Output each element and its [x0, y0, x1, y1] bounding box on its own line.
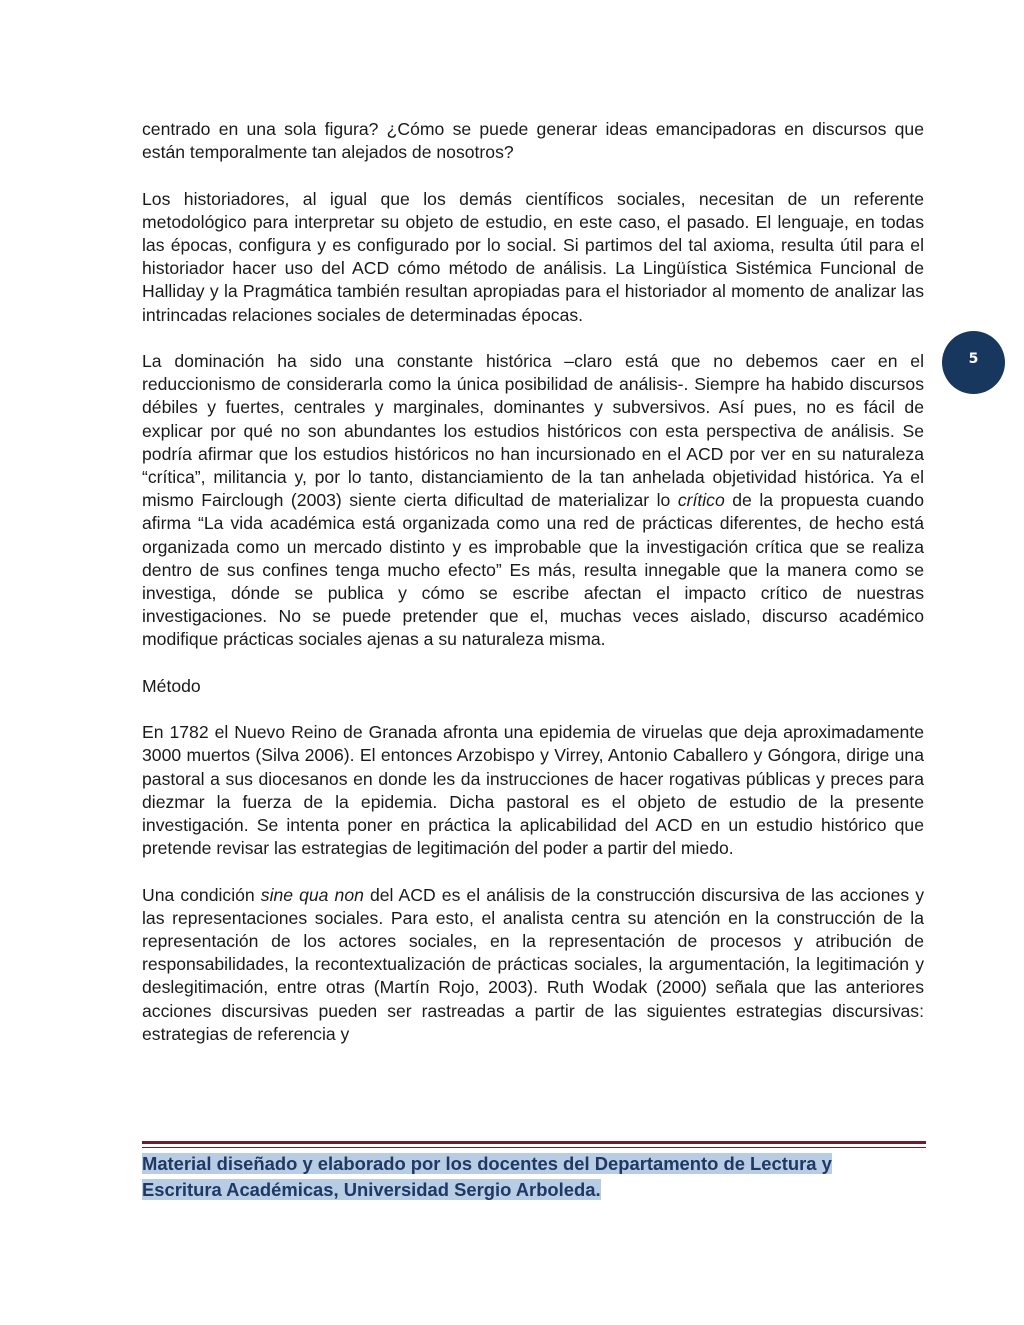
- body-text: [142, 118, 924, 1046]
- footer-note: [142, 1151, 932, 1203]
- section-heading: Método: [142, 675, 201, 696]
- paragraph-3-italic: crítico: [677, 490, 725, 511]
- paragraph-3: [142, 350, 924, 652]
- footer-line-2: Escritura Académicas, Universidad Sergio Arboleda.: [142, 1179, 601, 1200]
- footer-line-1: Material diseñado y elaborado por los docentes del Departamento de Lectura y: [142, 1153, 832, 1174]
- paragraph-3-text-a: La dominación ha sido una constante histórica –claro está que no debemos caer en el reduccionismo de considerarla como la única posibilidad de análisis-. Siempre ha habido discursos débiles y fuertes, centrales y marginales, dominantes y subversivos. Así pues, no es fácil de explicar por qué no son abundantes los estudios históricos con esta perspectiva de análisis. Se podría afirmar que los estudios históricos no han incursionado en el ACD por ver en su naturaleza “crítica”, militancia y, por lo tanto, distanciamiento de la tan anhelada objetividad histórica. Ya el mismo Fairclough (2003) siente cierta dificultad de materializar lo: [142, 351, 924, 511]
- paragraph-4: En 1782 el Nuevo Reino de Granada afronta una epidemia de viruelas que deja aproximadamente 3000 muertos (Silva 2006). El entonces Arzobispo y Virrey, Antonio Caballero y Góngora, dirige una pastoral a sus diocesanos en donde les da instrucciones de hacer rogativas públicas y preces para diezmar la fuerza de la epidemia. Dicha pastoral es el objeto de estudio de la presente investigación. Se intenta poner en práctica la aplicabilidad del ACD en un estudio histórico que pretende revisar las estrategias de legitimación del poder a partir del miedo.: [142, 722, 924, 859]
- paragraph-5-text-a: Una condición: [142, 884, 261, 905]
- paragraph-2: Los historiadores, al igual que los demás científicos sociales, necesitan de un referente metodológico para interpretar su objeto de estudio, en este caso, el pasado. El lenguaje, en todas las épocas, configura y es configurado por lo social. Si partimos del tal axioma, resulta útil para el historiador hacer uso del ACD cómo método de análisis. La Lingüística Sistémica Funcional de Halliday y la Pragmática también resultan apropiadas para el historiador al momento de analizar las intrincadas relaciones sociales de determinadas épocas.: [142, 188, 924, 325]
- footer-divider-thin: [142, 1147, 926, 1148]
- footer-divider-thick: [142, 1141, 926, 1144]
- paragraph-5: [142, 884, 924, 1046]
- paragraph-1: centrado en una sola figura? ¿Cómo se puede generar ideas emancipadoras en discursos que están temporalmente tan alejados de nosotros?: [142, 119, 924, 163]
- paragraph-5-text-b: del ACD es el análisis de la construcción discursiva de las acciones y las representaciones sociales. Para esto, el analista centra su atención en la construcción de la representación de los actores sociales, en la representación de procesos y atribución de responsabilidades, la recontextualización de prácticas sociales, la argumentación, la legitimación y deslegitimación, entre otras (Martín Rojo, 2003). Ruth Wodak (2000) señala que las anteriores acciones discursivas pueden ser rastreadas a partir de las siguientes estrategias discursivas: estrategias de referencia y: [142, 884, 925, 1044]
- page-number-badge: 5: [942, 331, 1005, 394]
- paragraph-5-italic: sine qua non: [260, 884, 364, 905]
- paragraph-3-text-b: de la propuesta cuando afirma “La vida académica está organizada como una red de prácticas diferentes, de hecho está organizada como un mercado distinto y es improbable que la investigación crítica que se realiza dentro de sus confines tenga mucho efecto” Es más, resulta innegable que la manera como se investiga, dónde se publica y cómo se escribe afectan el impacto crítico de nuestras investigaciones. No se puede pretender que el, muchas veces aislado, discurso académico modifique prácticas sociales ajenas a su naturaleza misma.: [142, 490, 924, 650]
